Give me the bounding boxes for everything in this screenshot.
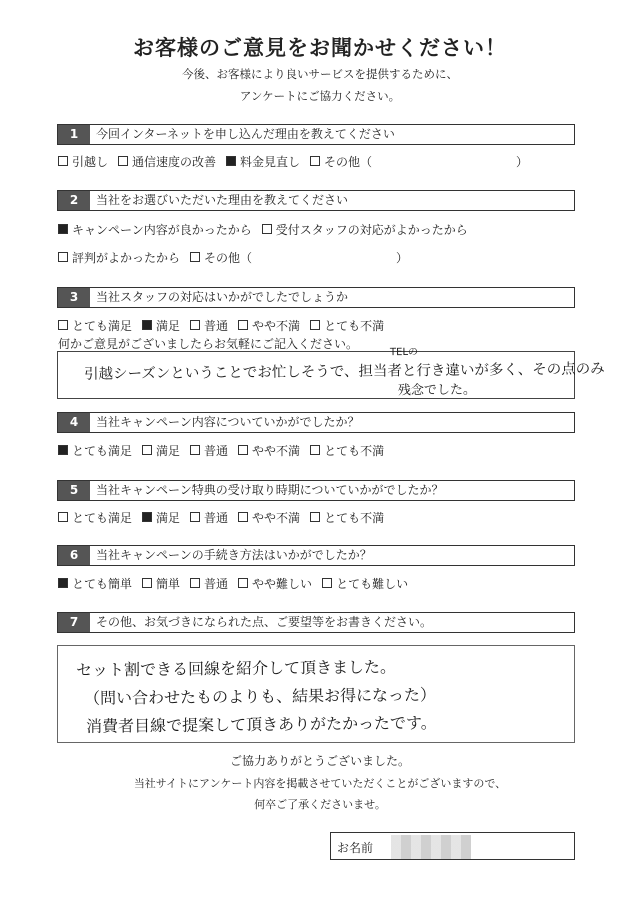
option[interactable] [226, 153, 300, 170]
checkbox[interactable] [58, 320, 68, 330]
option[interactable] [142, 442, 180, 459]
option-label: やや不満 [252, 444, 301, 458]
checkbox[interactable] [238, 445, 248, 455]
question-text: 当社キャンペーン内容についていかがでしたか？ [96, 415, 360, 429]
option-label: とても満足 [72, 319, 133, 333]
checkbox[interactable] [310, 445, 320, 455]
question-number: 6 [58, 546, 90, 565]
option[interactable] [310, 317, 384, 334]
checkbox[interactable] [190, 252, 200, 262]
question-1-options [58, 153, 538, 170]
option-label: やや不満 [252, 511, 301, 525]
option[interactable] [190, 249, 408, 266]
comment-prompt: 何かご意見がございましたらお気軽にご記入ください。 [58, 337, 359, 351]
option-label: 満足 [156, 319, 181, 333]
question-text: 当社をお選びいただいた理由を教えてください [96, 193, 349, 207]
handwritten-comment: 残念でした。 [397, 382, 477, 399]
option[interactable] [310, 442, 384, 459]
option[interactable] [310, 153, 528, 170]
checkbox[interactable] [262, 224, 272, 234]
question-text: 当社キャンペーン特典の受け取り時期についていかがでしたか？ [96, 483, 444, 497]
checkbox[interactable] [142, 578, 152, 588]
option[interactable] [262, 221, 468, 238]
intro-text: 今後、お客様により良いサービスを提供するために、 [182, 67, 458, 81]
option[interactable] [58, 509, 132, 526]
question-text: 当社スタッフの対応はいかがでしたでしょうか [96, 290, 349, 304]
question-5-options [58, 509, 394, 526]
question-6-header [57, 545, 575, 566]
name-field[interactable] [330, 832, 575, 860]
question-text: その他、お気づきになられた点、ご要望等をお書きください。 [96, 615, 433, 629]
option-label: 引越し [72, 155, 109, 169]
handwritten-comment: （問い合わせたものよりも、結果お得になった） [83, 685, 437, 708]
question-2-options-row2 [58, 249, 418, 266]
checkbox[interactable] [310, 512, 320, 522]
checkbox[interactable] [238, 320, 248, 330]
checkbox[interactable] [58, 512, 68, 522]
option-label: とても満足 [72, 511, 133, 525]
option-label: その他（ ） [324, 155, 529, 169]
question-2-options-row1 [58, 221, 478, 238]
checkbox-checked[interactable] [58, 578, 68, 588]
thanks-text: ご協力ありがとうございました。 [229, 754, 410, 768]
handwritten-annotation: TELの [389, 346, 419, 359]
question-number: 1 [58, 125, 90, 144]
option-label: キャンペーン内容が良かったから [72, 223, 252, 237]
option[interactable] [58, 575, 132, 592]
option-label: 普通 [204, 444, 229, 458]
question-number: 3 [58, 288, 90, 307]
option-label: やや不満 [252, 319, 301, 333]
checkbox[interactable] [322, 578, 332, 588]
option[interactable] [238, 317, 300, 334]
checkbox-checked[interactable] [142, 512, 152, 522]
question-number: 4 [58, 413, 90, 432]
option-label: 評判がよかったから [72, 251, 181, 265]
option-label: 満足 [156, 444, 181, 458]
option[interactable] [142, 575, 180, 592]
option[interactable] [322, 575, 408, 592]
checkbox-checked[interactable] [142, 320, 152, 330]
redacted-name [391, 835, 471, 859]
option[interactable] [58, 221, 252, 238]
question-6-options [58, 575, 418, 592]
question-5-header [57, 480, 575, 501]
handwritten-comment: 消費者目線で提案して頂きありがたかったです。 [85, 713, 437, 736]
question-4-options [58, 442, 394, 459]
option[interactable] [190, 317, 228, 334]
option-label: とても難しい [336, 577, 409, 591]
question-3-options [58, 317, 394, 334]
option-label: 普通 [204, 577, 229, 591]
question-3-header [57, 287, 575, 308]
option-label: その他（ ） [204, 251, 409, 265]
survey-title: お客様のご意見をお聞かせください！ [133, 36, 507, 60]
checkbox[interactable] [310, 320, 320, 330]
option[interactable] [58, 153, 108, 170]
option[interactable] [58, 317, 132, 334]
option-label: 簡単 [156, 577, 181, 591]
question-number: 7 [58, 613, 90, 632]
checkbox[interactable] [238, 512, 248, 522]
name-label: お名前 [337, 841, 374, 855]
option[interactable] [58, 249, 180, 266]
option-label: とても満足 [72, 444, 133, 458]
option-label: とても簡単 [72, 577, 133, 591]
intro-text: アンケートにご協力ください。 [239, 89, 401, 103]
option[interactable] [310, 509, 384, 526]
checkbox[interactable] [310, 156, 320, 166]
question-text: 今回インターネットを申し込んだ理由を教えてください [96, 127, 395, 141]
handwritten-comment: セット割できる回線を紹介して頂きました。 [75, 657, 397, 680]
checkbox[interactable] [190, 445, 200, 455]
checkbox[interactable] [58, 156, 68, 166]
question-number: 2 [58, 191, 90, 210]
option[interactable] [190, 442, 228, 459]
checkbox[interactable] [190, 578, 200, 588]
option-label: 受付スタッフの対応がよかったから [275, 223, 468, 237]
option-label: 通信速度の改善 [132, 155, 217, 169]
checkbox[interactable] [58, 252, 68, 262]
checkbox[interactable] [238, 578, 248, 588]
question-1-header [57, 124, 575, 145]
checkbox-checked[interactable] [58, 445, 68, 455]
option[interactable] [118, 153, 216, 170]
question-7-header [57, 612, 575, 633]
checkbox[interactable] [118, 156, 128, 166]
checkbox-checked[interactable] [58, 224, 68, 234]
question-4-header [57, 412, 575, 433]
question-number: 5 [58, 481, 90, 500]
publication-notice: 当社サイトにアンケート内容を掲載させていただくことがございますので、 [133, 777, 507, 790]
question-text: 当社キャンペーンの手続き方法はいかがでしたか？ [96, 548, 372, 562]
checkbox-checked[interactable] [226, 156, 236, 166]
checkbox[interactable] [190, 512, 200, 522]
question-7-comment-box[interactable] [57, 645, 575, 743]
option-label: 普通 [204, 511, 229, 525]
option[interactable] [190, 575, 228, 592]
checkbox[interactable] [142, 445, 152, 455]
option[interactable] [238, 575, 312, 592]
option[interactable] [238, 442, 300, 459]
publication-notice: 何卒ご了承くださいませ。 [254, 798, 386, 811]
question-2-header [57, 190, 575, 211]
option[interactable] [190, 509, 228, 526]
option-label: とても不満 [324, 444, 385, 458]
option[interactable] [58, 442, 132, 459]
option[interactable] [238, 509, 300, 526]
handwritten-comment: 引越シーズンということでお忙しそうで、担当者と行き違いが多く、その点のみ [83, 361, 605, 383]
option-label: とても不満 [324, 319, 385, 333]
option-label: 満足 [156, 511, 181, 525]
option-label: とても不満 [324, 511, 385, 525]
option-label: やや難しい [252, 577, 313, 591]
option-label: 料金見直し [240, 155, 301, 169]
checkbox[interactable] [190, 320, 200, 330]
question-3-comment-box[interactable] [57, 346, 605, 399]
option[interactable] [142, 317, 180, 334]
option[interactable] [142, 509, 180, 526]
option-label: 普通 [204, 319, 229, 333]
